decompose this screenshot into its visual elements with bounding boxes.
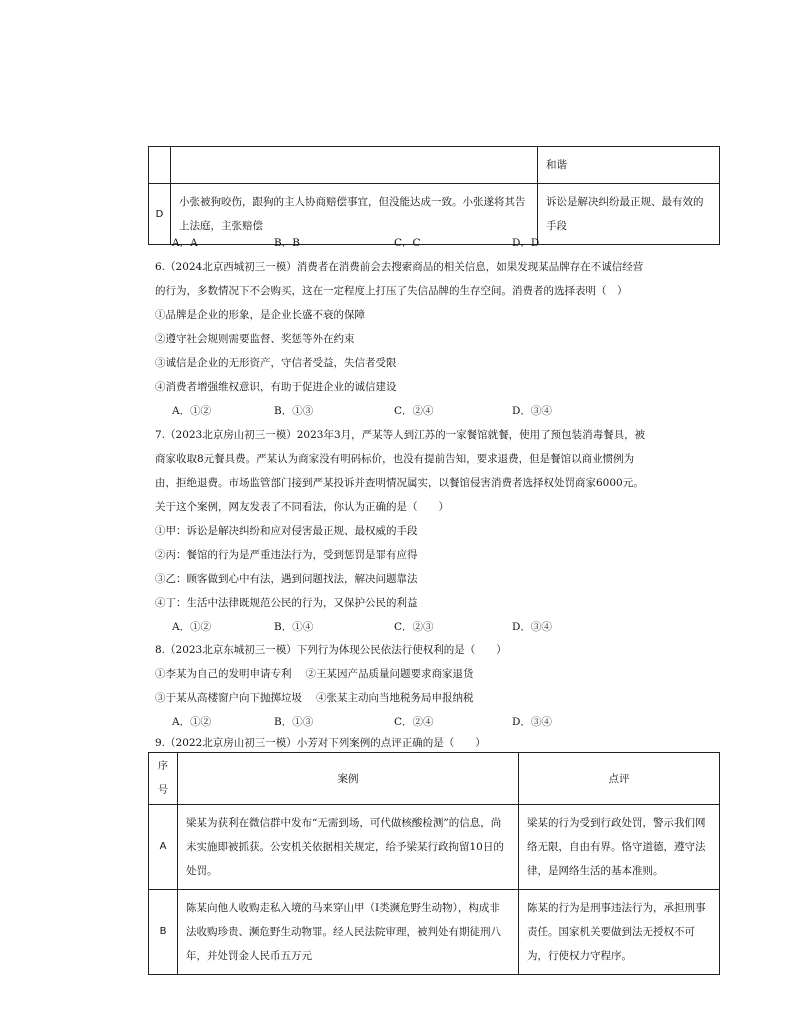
option-a: A．A (172, 237, 198, 249)
comment-cell: 梁某的行为受到行政处罚，警示我们网络无限，自由有界。恪守道德，遵守法律，是网络生活的基本准则。 (519, 805, 720, 890)
q7-statement: ①甲：诉讼是解决纠纷和应对侵害最正规、最权威的手段 (155, 525, 418, 537)
option-c: C．②④ (394, 405, 434, 417)
option-a: A．①② (172, 405, 212, 417)
option-b: B．B (274, 237, 300, 249)
table-header-row (149, 753, 720, 805)
q7-options (172, 619, 732, 635)
table-row (149, 147, 720, 184)
q8-statement-row (155, 690, 474, 706)
q8-statement: ③于某从高楼窗户向下抛掷垃圾 (155, 692, 302, 704)
option-c: C．②④ (394, 716, 434, 728)
q6-statement: ②遵守社会规则需要监督、奖惩等外在约束 (155, 333, 355, 345)
header-case: 案例 (178, 753, 519, 805)
header-seq-text: 序号 (158, 760, 168, 796)
header-seq (149, 753, 178, 805)
q6-stem-line: 6.（2024北京西城初三一模）消费者在消费前会去搜索商品的相关信息，如果发现某品牌存在不诚信经营 (155, 261, 644, 273)
option-b: B．①③ (274, 716, 314, 728)
case-cell: 小张被狗咬伤，跟狗的主人协商赔偿事宜，但没能达成一致。小张遂将其告上法庭，主张赔偿 (171, 184, 538, 245)
table-row (149, 805, 720, 890)
case-cell: 梁某为获利在微信群中发布“无需到场，可代做核酸检测”的信息，尚未实施即被抓获。公安机关依据相关规定，给予梁某行政拘留10日的处罚。 (178, 805, 519, 890)
q6-statement: ④消费者增强维权意识，有助于促进企业的诚信建设 (155, 381, 397, 393)
comment-cell: 和谐 (538, 147, 720, 184)
q6-stem-line: 的行为，多数情况下不会购买，这在一定程度上打压了失信品牌的生存空间。消费者的选择表明（ ） (155, 285, 628, 297)
option-d: D．③④ (512, 621, 552, 633)
comment-cell: 陈某的行为是刑事违法行为，承担刑事责任。国家机关要做到法无授权不可为，行使权力守程序。 (519, 890, 720, 975)
option-d: D．③④ (512, 405, 552, 417)
option-a: A．①② (172, 716, 212, 728)
comment-cell: 诉讼是解决纠纷最正规、最有效的手段 (538, 184, 720, 245)
q6-options (172, 403, 732, 419)
q7-stem-line: 由，拒绝退费。市场监管部门接到严某投诉并查明情况属实，以餐馆侵害消费者选择权处罚商家6000元。 (155, 477, 644, 489)
q8-statement: ②王某因产品质量问题要求商家退货 (305, 668, 474, 680)
option-b: B．①④ (274, 621, 314, 633)
q7-stem-line: 商家收取8元餐具费。严某认为商家没有明码标价，也没有提前告知，要求退费，但是餐馆以商业惯例为 (155, 453, 635, 465)
q8-options (172, 714, 732, 730)
q8-stem: 8.（2023北京东城初三一模）下列行为体现公民依法行使权利的是（ ） (155, 644, 507, 656)
q7-statement: ②丙：餐馆的行为是严重违法行为，受到惩罚是罪有应得 (155, 549, 418, 561)
table-row (149, 890, 720, 975)
option-b: B．①③ (274, 405, 314, 417)
case-table-continued (148, 146, 720, 245)
row-label-cell: D (149, 184, 171, 245)
q7-statement: ③乙：顾客做到心中有法，遇到问题找法，解决问题靠法 (155, 573, 418, 585)
case-cell (171, 147, 538, 184)
q6-statement: ③诚信是企业的无形资产，守信者受益，失信者受限 (155, 357, 397, 369)
q5-options (172, 235, 732, 251)
option-c: C．②③ (394, 621, 434, 633)
q7-stem-line: 7.（2023北京房山初三一模）2023年3月，严某等人到江苏的一家餐馆就餐，使用了预包装消毒餐具，被 (155, 429, 646, 441)
q9-stem: 9.（2022北京房山初三一模）小芳对下列案例的点评正确的是（ ） (155, 737, 486, 749)
row-label-cell: A (149, 805, 178, 890)
option-a: A．①② (172, 621, 212, 633)
row-label-cell (149, 147, 171, 184)
header-comment: 点评 (519, 753, 720, 805)
case-review-table (148, 752, 720, 975)
q8-statement-row (155, 666, 474, 682)
q8-statement: ①李某为自己的发明申请专利 (155, 668, 292, 680)
q7-stem-line: 关于这个案例，网友发表了不同看法，你认为正确的是（ ） (155, 501, 449, 513)
option-d: D．③④ (512, 716, 552, 728)
q7-statement: ④丁：生活中法律既规范公民的行为，又保护公民的利益 (155, 597, 418, 609)
q8-statement: ④张某主动向当地税务局申报纳税 (316, 692, 474, 704)
option-d: D．D (512, 237, 540, 249)
q6-statement: ①品牌是企业的形象，是企业长盛不衰的保障 (155, 309, 365, 321)
case-cell: 陈某向他人收购走私入境的马来穿山甲（I类濒危野生动物），构成非法收购珍贵、濒危野生动物罪。经人民法院审理，被判处有期徒刑八年，并处罚金人民币五万元 (178, 890, 519, 975)
option-c: C．C (394, 237, 421, 249)
row-label-cell: B (149, 890, 178, 975)
